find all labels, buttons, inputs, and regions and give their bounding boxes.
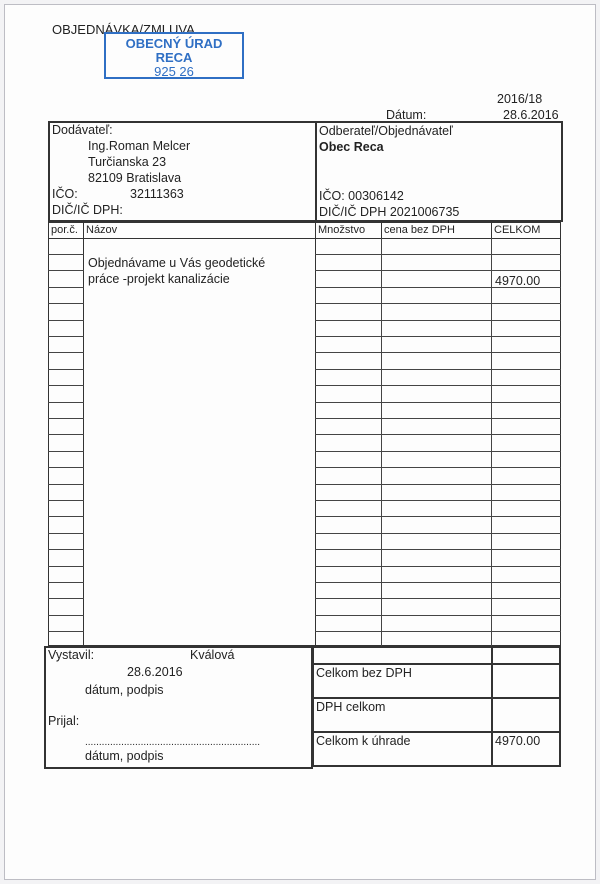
table-row-line — [315, 320, 561, 321]
table-row-line — [315, 369, 561, 370]
table-row-line — [315, 385, 561, 386]
supplier-dic-label: DIČ/IČ DPH: — [52, 203, 123, 217]
date-value: 28.6.2016 — [503, 108, 559, 122]
table-row-line — [48, 254, 84, 255]
table-row-line — [48, 418, 84, 419]
table-row-line — [315, 566, 561, 567]
table-row-line — [48, 533, 84, 534]
table-row-line — [315, 254, 561, 255]
issued-date-sign-label: dátum, podpis — [85, 683, 164, 697]
office-stamp — [104, 32, 244, 79]
stamp-line-1: OBECNÝ ÚRAD — [125, 36, 223, 51]
stamp-line-3: 925 26 — [154, 64, 194, 79]
table-row-line — [48, 369, 84, 370]
col-header-total: CELKOM — [491, 222, 561, 239]
summary-line-1 — [312, 663, 561, 665]
table-row-line — [315, 549, 561, 550]
table-row-line — [48, 516, 84, 517]
supplier-ico-label: IČO: — [52, 187, 78, 201]
table-row-line — [315, 598, 561, 599]
table-row-line — [48, 385, 84, 386]
received-date-sign-label: dátum, podpis — [85, 749, 164, 763]
supplier-label: Dodávateľ: — [52, 123, 113, 137]
table-row-line — [48, 451, 84, 452]
col-header-quantity: Množstvo — [315, 222, 382, 239]
table-row-line — [315, 484, 561, 485]
table-row-line — [315, 533, 561, 534]
item-total: 4970.00 — [495, 274, 541, 288]
table-row-line — [48, 631, 84, 632]
summary-line-3 — [312, 731, 561, 733]
table-row-line — [48, 303, 84, 304]
table-row-line — [315, 336, 561, 337]
date-label: Dátum: — [386, 108, 427, 122]
col-header-number: por.č. — [48, 222, 84, 239]
issued-label: Vystavil: — [48, 648, 95, 662]
number-column-rows — [48, 238, 84, 646]
table-row-line — [48, 500, 84, 501]
document-heading: OBJEDNÁVKA/ZMLUVA — [52, 22, 195, 37]
table-row-line — [48, 320, 84, 321]
column-name — [83, 238, 316, 646]
table-row-line — [48, 566, 84, 567]
summary-line-2 — [312, 697, 561, 699]
summary-vat-label: DPH celkom — [316, 700, 386, 714]
table-row-line — [315, 500, 561, 501]
col-header-name: Názov — [83, 222, 316, 239]
table-row-line — [315, 631, 561, 632]
customer-dic: DIČ/IČ DPH 2021006735 — [319, 205, 460, 219]
table-row-line — [48, 402, 84, 403]
table-row-line — [48, 598, 84, 599]
table-row-line — [315, 418, 561, 419]
table-row-line — [315, 516, 561, 517]
table-row-line — [48, 549, 84, 550]
table-row-line — [48, 287, 84, 288]
table-row-line — [315, 467, 561, 468]
table-row-line — [48, 434, 84, 435]
supplier-name: Ing.Roman Melcer — [88, 139, 191, 153]
customer-ico: IČO: 00306142 — [319, 189, 404, 203]
table-row-line — [315, 270, 561, 271]
stamp-line-2: RECA — [155, 50, 193, 65]
issued-name: Kválová — [190, 648, 235, 662]
issued-date: 28.6.2016 — [127, 665, 183, 679]
summary-to-pay-label: Celkom k úhrade — [316, 734, 411, 748]
table-row-line — [48, 270, 84, 271]
signature-dots: ............................................................... — [85, 737, 261, 748]
table-row-line — [315, 615, 561, 616]
col-header-price: cena bez DPH — [381, 222, 492, 239]
summary-without-vat-label: Celkom bez DPH — [316, 666, 412, 680]
table-row-line — [48, 352, 84, 353]
supplier-ico-value: 32111363 — [130, 187, 184, 201]
table-row-line — [315, 582, 561, 583]
item-description-line-1: Objednávame u Vás geodetické — [88, 256, 266, 270]
table-row-line — [48, 467, 84, 468]
table-row-line — [315, 451, 561, 452]
table-row-line — [315, 434, 561, 435]
supplier-street: Turčianska 23 — [88, 155, 167, 169]
item-description-line-2: práce -projekt kanalizácie — [88, 272, 230, 286]
customer-label: Odberateľ/Objednávateľ — [319, 124, 453, 138]
table-row-line — [315, 352, 561, 353]
summary-to-pay-value: 4970.00 — [495, 734, 541, 748]
table-row-line — [48, 336, 84, 337]
value-column-rows — [315, 238, 561, 646]
table-row-line — [48, 484, 84, 485]
table-row-line — [48, 582, 84, 583]
supplier-city: 82109 Bratislava — [88, 171, 182, 185]
document-number: 2016/18 — [497, 92, 543, 106]
table-row-line — [315, 303, 561, 304]
table-row-line — [48, 615, 84, 616]
table-row-line — [315, 402, 561, 403]
received-label: Prijal: — [48, 714, 80, 728]
customer-name: Obec Reca — [319, 140, 384, 154]
